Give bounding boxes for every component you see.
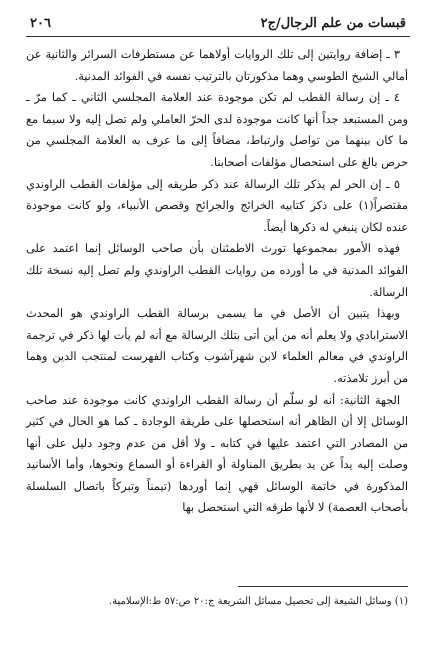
paragraph: ٣ ـ إضافة روايتين إلى تلك الروايات أولاهما عن مستطرفات السرائر والثانية عن أمالي الشيخ الطوسي وهما مذكورتان بالترتيب نفسه في الفوائد المدنية.	[26, 48, 408, 83]
footnote: (١) وسائل الشيعة إلى تحصيل مسائل الشريعة ج:٢٠ ص:٥٧ ط:الإسلامية.	[108, 596, 408, 607]
paragraph: وبهذا يتبين أن الأصل في ما يسمى برسالة القطب الراوندي هو المحدث الاسترابادي ولا يعلم أنه من أين أتى بتلك الرسالة مع أنه لم يأت لها ذكر في ترجمة الراوندي في معالم العلماء لابن شهرآشوب وكتاب الفهرست لمنتجب الدين وهما من أبرز تلامذته.	[26, 307, 408, 385]
paragraph: الجهة الثانية: أنه لو سلّم أن رسالة القطب الراوندي كانت موجودة عند صاحب الوسائل إلا أن الظاهر أنه استحصلها على طريقة الوجادة ـ كما هو الحال في كثير من المصادر التي اعتمد عليها في كتابه ـ ولا أقل من عدم وجود دليل على أنها وصلت إليه يداً عن يد بطريق المناولة أو القراءة أو السماع ونحوها، وأما الأسانيد المذكورة في خاتمة الوسائل فهي إنما أوردها (تيمناً وتبركاً باتصال السلسلة بأصحاب العصمة) لا لأنها طرقه التي استحصل بها	[26, 393, 408, 515]
paragraph: فهذه الأمور بمجموعها تورث الاطمئنان بأن صاحب الوسائل إنما اعتمد على الفوائد المدنية في ما أورده من روايات القطب الراوندي ولم تصل إليه نسخة تلك الرسالة.	[26, 242, 408, 299]
running-title: قبسات من علم الرجال/ج٢	[260, 16, 406, 31]
paragraph: ٤ ـ إن رسالة القطب لم تكن موجودة عند العلامة المجلسي الثاني ـ كما مرّ ـ ومن المستبعد جداً أنها كانت موجودة لدى الحرّ العاملي ولم تصل إليه ولا سيما مع ما كان بينهما من تواصل وارتباط، مضافاً إلى ما عرف به العلامة المجلسي من حرص بالغ على استحصال مؤلفات أصحابنا.	[26, 91, 408, 169]
footnote-divider	[238, 586, 408, 587]
page-number: ٢٠٦	[30, 16, 51, 31]
main-text	[26, 44, 408, 519]
page-header	[26, 16, 410, 37]
paragraph: ٥ ـ إن الحر لم يذكر تلك الرسالة عند ذكر طريقه إلى مؤلفات القطب الراوندي مقتصراً(١) على ذكر كتابيه الخرائج والجرائح وقصص الأنبياء، ولو كانت موجودة عنده لكان ينبغي له ذكرها أيضاً.	[26, 177, 408, 234]
